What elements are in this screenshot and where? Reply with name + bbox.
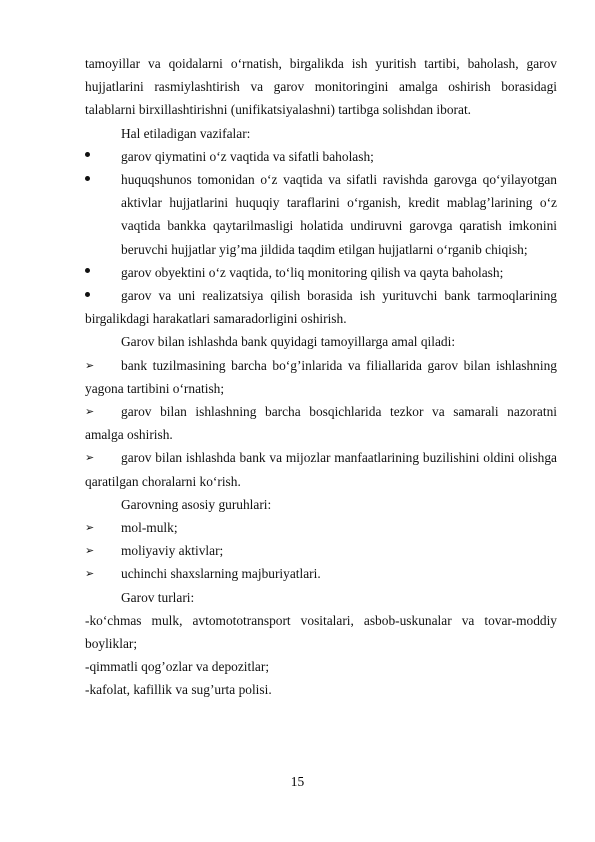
document-body <box>85 52 557 702</box>
group-item: ➢ moliyaviy aktivlar; <box>85 539 557 562</box>
task-item: huquqshunos tomonidan o‘z vaqtida va sifatli ravishda garovga qo‘yilayotgan aktivlar hujjatlarini huquqiy taraflarini o‘rganish, kredit mablag’larining o‘z vaqtida bankka qaytarilmasligi holatida undiruvni garovga qaratish imkonini beruvchi hujjatlar yig’ma jildida taqdim etilgan hujjatlarni o‘rganib chiqish; <box>85 168 557 261</box>
type-item: -ko‘chmas mulk, avtomototransport vositalari, asbob-uskunalar va tovar-moddiy boyliklar; <box>85 612 557 652</box>
bullet-icon <box>85 168 99 191</box>
principle-item: ➢ garov bilan ishlashning barcha bosqichlarida tezkor va samarali nazoratni amalga oshirish. <box>85 400 557 446</box>
arrowhead-icon: ➢ <box>85 567 95 581</box>
task-item: garov va uni realizatsiya qilish borasida ish yurituvchi bank tarmoqlarining birgalikdagi harakatlari samaradorligini oshirish. <box>85 284 557 330</box>
bullet-icon <box>85 284 99 307</box>
principles-heading: Garov bilan ishlashda bank quyidagi tamoyillarga amal qiladi: <box>121 334 456 350</box>
bullet-icon <box>85 261 99 284</box>
tasks-heading: Hal etiladigan vazifalar: <box>121 125 251 141</box>
groups-heading: Garovning asosiy guruhlari: <box>121 496 272 512</box>
arrowhead-icon: ➢ <box>85 405 95 419</box>
bullet-icon <box>85 145 99 168</box>
types-heading: Garov turlari: <box>121 589 195 605</box>
arrowhead-icon: ➢ <box>85 358 95 372</box>
task-item: garov obyektini o‘z vaqtida, to‘liq monitoring qilish va qayta baholash; <box>85 261 557 284</box>
intro-paragraph: tamoyillar va qoidalarni o‘rnatish, birgalikda ish yuritish tartibi, baholash, garov hujjatlarini rasmiylashtirish va garov monitoringini amalga oshirish borasidagi talablarni birxillashtirishni (unifikatsiyalashni) tartibga solishdan iborat. <box>85 56 557 118</box>
arrowhead-icon: ➢ <box>85 544 95 558</box>
arrowhead-icon: ➢ <box>85 451 95 465</box>
arrowhead-icon: ➢ <box>85 521 95 535</box>
principle-item: ➢ garov bilan ishlashda bank va mijozlar manfaatlarining buzilishini oldini olishga qaratilgan choralarni ko‘rish. <box>85 446 557 492</box>
group-item: ➢ uchinchi shaxslarning majburiyatlari. <box>85 562 557 585</box>
type-item: -kafolat, kafillik va sug’urta polisi. <box>85 682 272 698</box>
group-item: ➢ mol-mulk; <box>85 516 557 539</box>
type-item: -qimmatli qog’ozlar va depozitlar; <box>85 659 270 675</box>
page-number: 15 <box>290 774 305 789</box>
principle-item: ➢ bank tuzilmasining barcha bo‘g’inlarida va filiallarida garov bilan ishlashning yagona tartibini o‘rnatish; <box>85 354 557 400</box>
task-item: garov qiymatini o‘z vaqtida va sifatli baholash; <box>85 145 557 168</box>
